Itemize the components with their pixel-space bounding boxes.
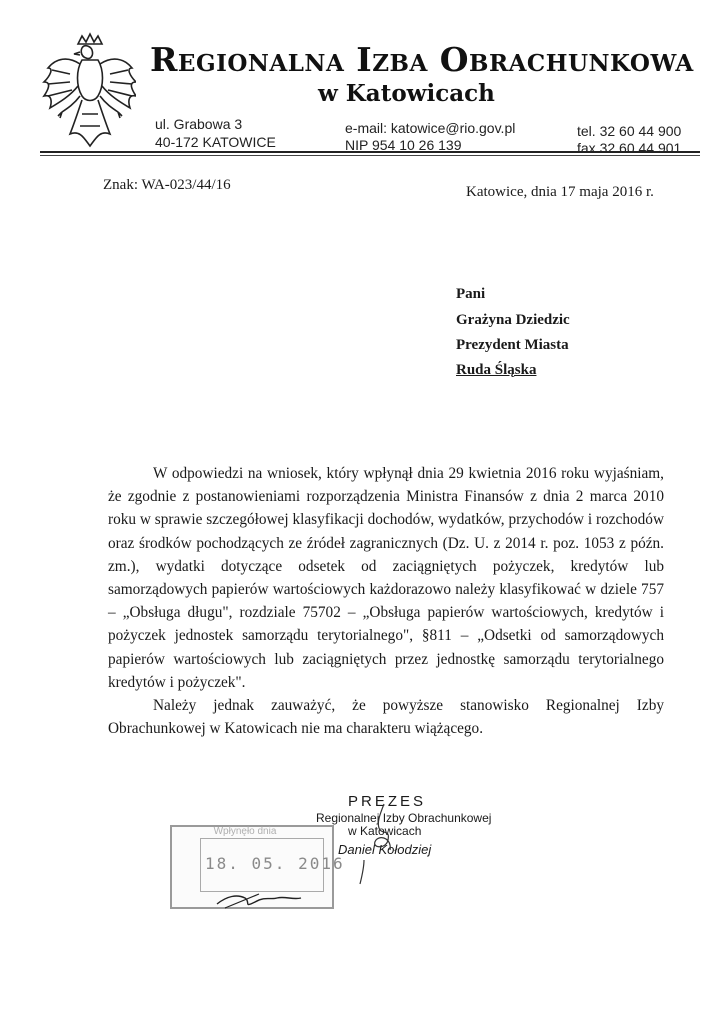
institution-title: Regionalna Izba Obrachunkowa: [150, 40, 694, 79]
nip-number: NIP 954 10 26 139: [345, 137, 462, 153]
eagle-emblem-icon: [40, 30, 136, 150]
body-paragraph-2: Należy jednak zauważyć, że powyższe stanowisko Regionalnej Izby Obrachunkowej w Katowicach nie ma charakteru wiążącego.: [108, 697, 664, 738]
signature-city: w Katowicach: [348, 824, 422, 838]
email-address: e-mail: katowice@rio.gov.pl: [345, 120, 516, 136]
recipient-salutation: Pani: [456, 286, 486, 302]
letter-date: Katowice, dnia 17 maja 2016 r.: [466, 184, 654, 200]
signature-title: PREZES: [348, 793, 427, 810]
handwritten-signature-icon: [340, 800, 430, 890]
address-street: ul. Grabowa 3: [155, 116, 243, 132]
stamp-initials-icon: [215, 888, 305, 912]
phone-number: tel. 32 60 44 900: [577, 123, 682, 139]
received-stamp-date: 18. 05. 2016: [205, 854, 345, 873]
letter-body: [108, 462, 664, 740]
fax-number: fax 32 60 44 901: [577, 140, 682, 156]
recipient-position: Prezydent Miasta: [456, 337, 569, 353]
signatory-name: Daniel Kołodziej: [338, 842, 432, 857]
received-stamp-label: Wpłynęło dnia: [213, 826, 277, 837]
signature-institution: Regionalnej Izby Obrachunkowej: [316, 811, 492, 825]
address-city: 40-172 KATOWICE: [155, 134, 276, 150]
reference-number: Znak: WA-023/44/16: [103, 177, 231, 193]
recipient-city: Ruda Śląska: [456, 362, 537, 378]
institution-subtitle: w Katowicach: [318, 80, 495, 107]
recipient-name: Grażyna Dziedzic: [456, 312, 570, 328]
header-divider-thin: [40, 155, 700, 156]
header-divider: [40, 151, 700, 153]
body-paragraph-1: W odpowiedzi na wniosek, który wpłynął dnia 29 kwietnia 2016 roku wyjaśniam, że zgodnie z postanowieniami rozporządzenia Ministra Finansów z dnia 2 marca 2010 roku w sprawie szczegółowej klasyfikacji dochodów, wydatków, przychodów i rozchodów oraz środków pochodzących ze źródeł zagranicznych (Dz. U. z 2014 r. poz. 1053 z późn. zm.), wydatki dotyczące odsetek od zaciągniętych pożyczek, kredytów lub samorządowych papierów wartościowych każdorazowo należy klasyfikować w dziele 757 – „Obsługa długu", rozdziale 75702 – „Obsługa papierów wartościowych, kredytów i pożyczek jednostek samorządu terytorialnego", §811 – „Odsetki od samorządowych papierów wartościowych lub zaciągniętych przez jednostkę samorządu terytorialnego kredytów i pożyczek".: [108, 465, 664, 691]
